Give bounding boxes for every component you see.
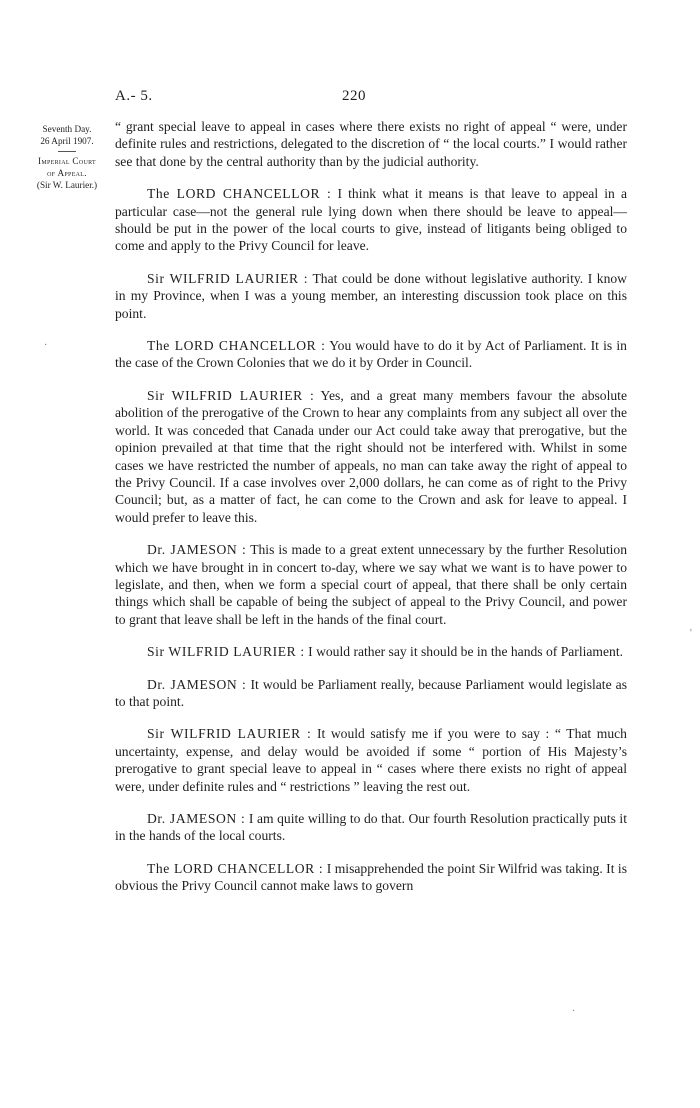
paragraph-text: It would satisfy me if you were to say : “ That much uncertainty, expense, and delay would be avoided if some “ portion of His Majesty’s prerogative to grant special leave to appeal in “ cases where there exists no right of appeal were, under definite rules and “ restrictions ” leaving the rest out. [115,726,627,794]
speaker-name: Sir WILFRID LAURIER : [147,387,315,403]
scan-mark: · [572,1006,576,1017]
speaker-name: Dr. JAMESON : [147,542,247,558]
speaker-name: The LORD CHANCELLOR : [147,186,332,202]
paragraph-text: I think what it means is that leave to appeal in a particular case—not the general rule lying down when there should be leave to appeal—should be put in the power of the local courts to give, instead of litigants being obliged to come and apply to the Privy Council for leave. [115,186,628,254]
speaker-name: Sir WILFRID LAURIER : [147,270,309,286]
speaker-name: The LORD CHANCELLOR : [147,860,324,876]
margin-note-court-line2: of Appeal. [47,168,87,178]
speaker-name: The LORD CHANCELLOR : [147,338,326,354]
paragraph [115,337,627,372]
page-number: 220 [342,88,366,104]
paragraph [115,270,627,322]
scan-mark: · [44,340,48,351]
speaker-name: Dr. JAMESON : [147,811,246,826]
margin-note [30,123,104,191]
paragraph [115,541,627,628]
margin-note-date: 26 April 1907. [40,136,94,146]
paragraph [115,810,627,845]
paragraph-text: This is made to a great extent unnecessary by the further Resolution which we have brought in in concert to-day, where we say what we want is to have power to legislate, and then, when we form a special court of appeal, that there shall be only certain things which shall be capable of being the subject of appeal to the Privy Council, and power to grant that leave shall be left in the hands of the final court. [115,542,627,627]
paragraph-text: “ grant special leave to appeal in cases where there exists no right of appeal “ were, under definite rules and restrictions, delegated to the discretion of “ the local courts.” I would rather see that done by the central authority than by the judicial authority. [115,119,627,169]
scan-mark: ' [690,628,692,639]
paragraph-text: Yes, and a great many members favour the absolute abolition of the prerogative of the Crown to hear any complaints from any subject all over the world. It was conceded that Canada under our Act could take away that prerogative, but the opinion prevailed at that time that the right should not be interfered with. Whilst in some cases we have restricted the number of appeals, no man can take away the right of appeal to the Privy Council. If a case involves over 2,000 dollars, he can come as of right to the Privy Council; but, as a matter of fact, he can come to the Crown and ask for leave to appeal. I would prefer to leave this. [115,387,627,525]
margin-note-court-line1: Imperial Court [38,156,96,166]
paragraph [115,387,627,526]
margin-note-rule [58,151,76,152]
paragraph-text: I am quite willing to do that. Our fourth Resolution practically puts it in the hands of the local courts. [115,811,627,844]
paragraph [115,185,627,255]
speaker-name: Sir WILFRID LAURIER : [147,726,312,742]
paragraph [115,643,627,660]
paragraph-text: I misapprehended the point Sir Wilfrid was taking. It is obvious the Privy Council cannot make laws to govern [115,860,627,894]
paragraph [115,676,627,711]
paragraph-text: It would be Parliament really, because Parliament would legislate as to that point. [115,676,627,709]
margin-note-speaker: (Sir W. Laurier.) [36,180,98,190]
paragraph-text: I would rather say it should be in the hands of Parliament. [308,644,623,660]
transcript-body [115,118,627,910]
speaker-name: Dr. JAMESON : [147,676,247,692]
paragraph-continuation [115,118,627,170]
speaker-name: Sir WILFRID LAURIER : [147,644,305,660]
paragraph [115,725,627,795]
document-code: A.- 5. [115,88,153,104]
margin-note-day: Seventh Day. [42,124,92,134]
paragraph [115,860,627,895]
paragraph-text: That could be done without legislative authority. I know in my Province, when I was a young member, an interesting discussion took place on this point. [115,270,627,321]
paragraph-text: You would have to do it by Act of Parliament. It is in the case of the Crown Colonies that we do it by Order in Council. [115,338,627,371]
